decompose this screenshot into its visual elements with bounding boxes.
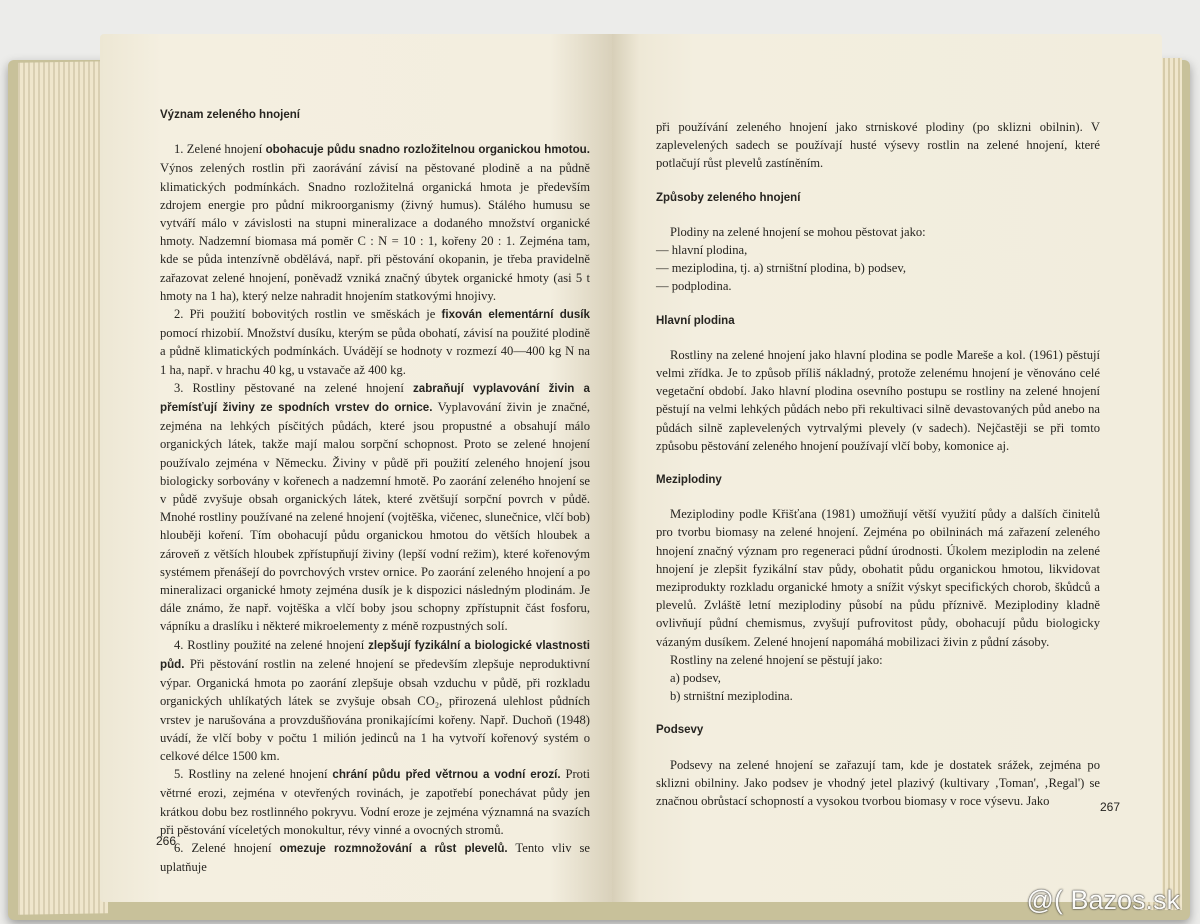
paragraph-4: 4. Rostliny použité na zelené hnojení zlepšují fyzikální a biologické vlastnosti půd. Při pěstování rostlin na zelené hnojení se především zlepšuje neproduktivní výpar. Organická hmota po zaorání zlepšuje obsah vzduchu v půdě, při rozkladu organických uhlíkatých látek se zvyšuje obsah CO₂, přirozená ulehlost půdních vrstev je narušována a provzdušňována pronikajícími kořeny. Např. Duchoň (1948) uvádí, že vlčí boby v počtu 1 milión jedinců na 1 ha vytvoří kořenový systém o celkové délce 1500 km. — [160, 637, 590, 763]
methods-lead: Plodiny na zelené hnojení se mohou pěstovat jako: — [670, 224, 926, 239]
page-number-left: 266 — [156, 834, 177, 848]
paragraph-3: 3. Rostliny pěstované na zelené hnojení zabraňují vyplavování živin a přemísťují živiny ze spodních vrstev do ornice. Vyplavování živin je značné, zejména na lehkých písčitých půdách, které jsou propustné a obsahují málo organických látek, takže mají malou sorpční schopnost. Proto se zelené hnojení používalo zejména v Německu. Živiny v půdě při použití zeleného hnojení jsou biologicky sorbovány v kořenech a nadzemní hmotě. Po zaorání zeleného hnojení se v půdě zvyšuje obsah organických látek, které zvětšují sorpční povrch v půdě. Mnohé rostliny používané na zelené hnojení (vojtěška, vičenec, slunečnice, vlčí bob) hlouběji koření. Tím obohacují půdu organickou hmotou do větších hloubek a zároveň z větších hloubek zpřístupňují živiny (lepší vodní režim), které kořenovým systémem přenášejí do povrchových vrstev ornice. Po zaorání zeleného hnojení a po mineralizaci organické hmoty zejména dusík je k dispozici následným plodinám. Je dále známo, že např. vojtěška a vlčí boby jsou schopny zpřístupnit část fosforu, vápníku a draslíku i některé mikroelementy z méně rozpustných solí. — [160, 380, 590, 634]
left-page — [100, 34, 612, 902]
list-item: — podplodina. — [656, 279, 732, 294]
page-edges-left — [18, 61, 108, 915]
list-item: b) strništní meziplodina. — [670, 689, 793, 704]
paragraph-5: 5. Rostliny na zelené hnojení chrání půdu před větrnou a vodní erozí. Proti větrné erozi, zejména v otevřených rovinách, je zapotřebí ponechávat půdy jen krátkou dobu bez rostlinného pokryvu. Vodní eroze je zejména významná na svazích při pěstování víceletých monokultur, révy vinné a ovocných stromů. — [160, 767, 590, 837]
list-item: — hlavní plodina, — [656, 243, 748, 258]
main-crop-text: Rostliny na zelené hnojení jako hlavní plodina se podle Mareše a kol. (1961) pěstují velmi zřídka. Je to způsob příliš nákladný, protože zelenému hnojení je věnováno celé vegetační období. Jako hlavní plodina osevního postupu se rostliny na zelené hnojení pěstují na velmi lehkých půdách nebo při rekultivaci silně devastovaných půd anebo na půdách silně zaplevelených vytrvalými plevely (v sadech). Nejčastěji se při tomto způsobu pěstování zeleného hnojení používají vlčí boby, komonice aj. — [656, 347, 1100, 453]
paragraph-6: 6. Zelené hnojení omezuje rozmnožování a růst plevelů. Tento vliv se uplatňuje — [160, 840, 590, 875]
left-page-content — [160, 106, 590, 876]
paragraph-2: 2. Při použití bobovitých rostlin ve směskách je fixován elementární dusík pomocí rhizobií. Množství dusíku, kterým se půda obohatí, závisí na použité plodině a půdně klimatických podmínkách. Uvádějí se hodnoty v rozmezí 40—400 kg N na 1 ha, např. v hrachu 40 kg, u vstavače až 400 kg. — [160, 307, 590, 377]
right-page-content — [656, 118, 1100, 810]
catch-crops-text: Meziplodiny podle Křišťana (1981) umožňují větší využití půdy a dalších činitelů pro tvorbu biomasy na zelené hnojení. Zejména po obilninách má zařazení zeleného hnojení značný význam pro regeneraci půdní úrodnosti. Úkolem meziplodin na zelené hnojení je zlepšit fyzikální stav půdy, obohatit půdu organickou hmotou, likvidovat meziprodukty rozkladu organické hmoty a snížit výskyt specifických chorob, škůdců a plevelů. Zvláště letní meziplodiny působí na půdu příznivě. Meziplodiny kladně ovlivňují půdní chemismus, zvyšují pufrovitost půdy, obohacují půdu biologicky vázaným dusíkem. Zelené hnojení napomáhá mobilizaci živin z půdní zásoby. — [656, 507, 1100, 649]
catch-crops-lead: Rostliny na zelené hnojení se pěstují jako: — [670, 652, 883, 667]
watermark-logo: @( Bazos.sk — [1026, 885, 1180, 915]
undersowing-text: Podsevy na zelené hnojení se zařazují tam, kde je dostatek srážek, zejména po sklizni obilniny. Jako podsev je vhodný jetel plazivý (kultivary ‚Toman', ‚Regal') se značnou obrůstací schopností a vysokou tvorbou biomasy v roce výsevu. Jako — [656, 757, 1100, 809]
list-item: a) podsev, — [670, 671, 721, 686]
intro-text: při používání zeleného hnojení jako strniskové plodiny (po sklizni obilnin). V zaplevelených sadech se používají husté výsevy rostlin na zelené hnojení, které potlačují růst plevelů zastíněním. — [656, 120, 1100, 171]
section-heading-methods: Způsoby zeleného hnojení — [656, 191, 801, 204]
paragraph-1: 1. Zelené hnojení obohacuje půdu snadno rozložitelnou organickou hmotou. Výnos zelených rostlin při zaorávání závisí na pěstované plodině a na půdně klimatických podmínkách. Snadno rozložitelná organická hmota je především zdrojem energie pro půdní mikroorganismy (živný humus). Stálého humusu se vytváří málo v závislosti na stupni mineralizace a dodaného množství organické hmoty. Nadzemní biomasa má poměr C : N = 10 : 1, kořeny 20 : 1. Zejména tam, kde se půda intenzívně obdělává, např. při pěstování okopanin, je třeba pravidelně zařazovat zelené hnojení, poněvadž vzniká značný úbytek organické hmoty (asi 5 t hmoty na 1 ha), který nelze nahradit hnojením statkovými hnojivy. — [160, 142, 590, 303]
section-heading-main-crop: Hlavní plodina — [656, 314, 735, 327]
page-number-right: 267 — [1099, 800, 1120, 814]
section-heading: Význam zeleného hnojení — [160, 109, 300, 121]
list-item: — meziplodina, tj. a) strništní plodina, b) podsev, — [656, 261, 906, 276]
right-page — [612, 34, 1162, 902]
section-heading-undersowing: Podsevy — [656, 724, 704, 737]
section-heading-catch-crops: Meziplodiny — [656, 474, 722, 487]
